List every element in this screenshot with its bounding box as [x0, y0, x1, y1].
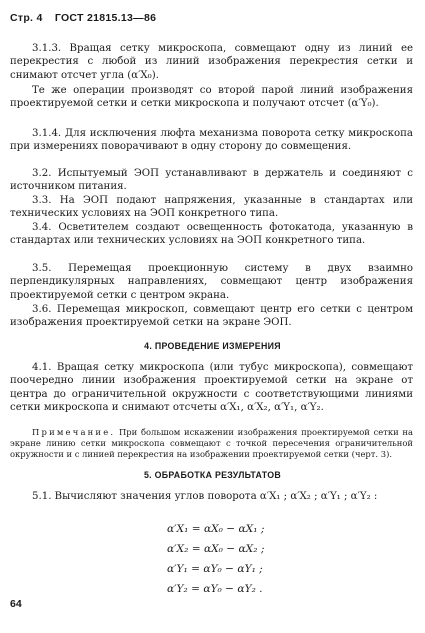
section-5-heading: 5. ОБРАБОТКА РЕЗУЛЬТАТОВ	[143, 470, 282, 480]
section-4-heading: 4. ПРОВЕДЕНИЕ ИЗМЕРЕНИЯ	[144, 341, 281, 351]
formula-x2: α′X₂ = αX₀ − αX₂ ;	[167, 543, 265, 555]
paragraph-3-4: 3.4. Осветителем создают освещенность фотокатода, указанную в стандартах или технических условиях на ЭОП конкретного типа.	[10, 222, 413, 247]
paragraph-3-2: 3.2. Испытуемый ЭОП устанавливают в держатель и соединяют с источником питания.	[10, 168, 413, 193]
formula-x1: α′X₁ = αX₀ − αX₁ ;	[167, 523, 265, 535]
paragraph-3-6: 3.6. Перемещая микроскоп, совмещают центр его сетки с центром изображения проектируемой сетки на экране ЭОП.	[10, 304, 413, 329]
note	[10, 427, 413, 460]
paragraph-4-1: 4.1. Вращая сетку микроскопа (или тубус микроскопа), совмещают поочередно линии изображения проектируемой сетки на экране от центра до ограничительной окружности с соответствующими линиями сетки микроскопа и снимают отсчеты α′X₁, α′X₂, α′Y₁, α′Y₂.	[10, 362, 413, 414]
paragraph-5-1: 5.1. Вычисляют значения углов поворота α′X₁ ; α′X₂ ; α′Y₁ ; α′Y₂ :	[32, 491, 378, 502]
page-number: 64	[10, 598, 22, 610]
formula-y2: α′Y₂ = αY₀ − αY₂ .	[167, 583, 263, 595]
note-label: Примечание.	[32, 427, 116, 437]
paragraph-3-1-3: 3.1.3. Вращая сетку микроскопа, совмещают одну из линий ее перекрестия с любой из линий изображения перекрестия сетки и снимают отсчет угла (α′X₀).	[10, 43, 413, 81]
page-label: Стр. 4	[10, 12, 43, 24]
paragraph-3-1-4: 3.1.4. Для исключения люфта механизма поворота сетку микроскопа при измерениях поворачивают в одну сторону до совмещения.	[10, 128, 413, 153]
formula-y1: α′Y₁ = αY₀ − αY₁ ;	[167, 563, 263, 575]
paragraph-3-3: 3.3. На ЭОП подают напряжения, указанные в стандартах или технических условиях на ЭОП конкретного типа.	[10, 195, 413, 220]
note-text: При большом искажении изображения проектируемой сетки на экране линию сетки микроскопа совмещают с точкой пересечения ограничительной окружности и с линией перекрестия на изображении проектируемой сетки (черт. 3).	[10, 427, 414, 459]
paragraph-3-5: 3.5. Перемещая проекционную систему в двух взаимно перпендикулярных направлениях, совмещают центр изображения проектируемой сетки с центром экрана.	[10, 263, 413, 301]
paragraph-3-1-3-cont: Те же операции производят со второй парой линий изображения проектируемой сетки и сетки микроскопа и получают отсчет (α′Y₀).	[10, 85, 413, 110]
standard-number: ГОСТ 21815.13—86	[54, 12, 157, 24]
page-header	[10, 12, 165, 24]
